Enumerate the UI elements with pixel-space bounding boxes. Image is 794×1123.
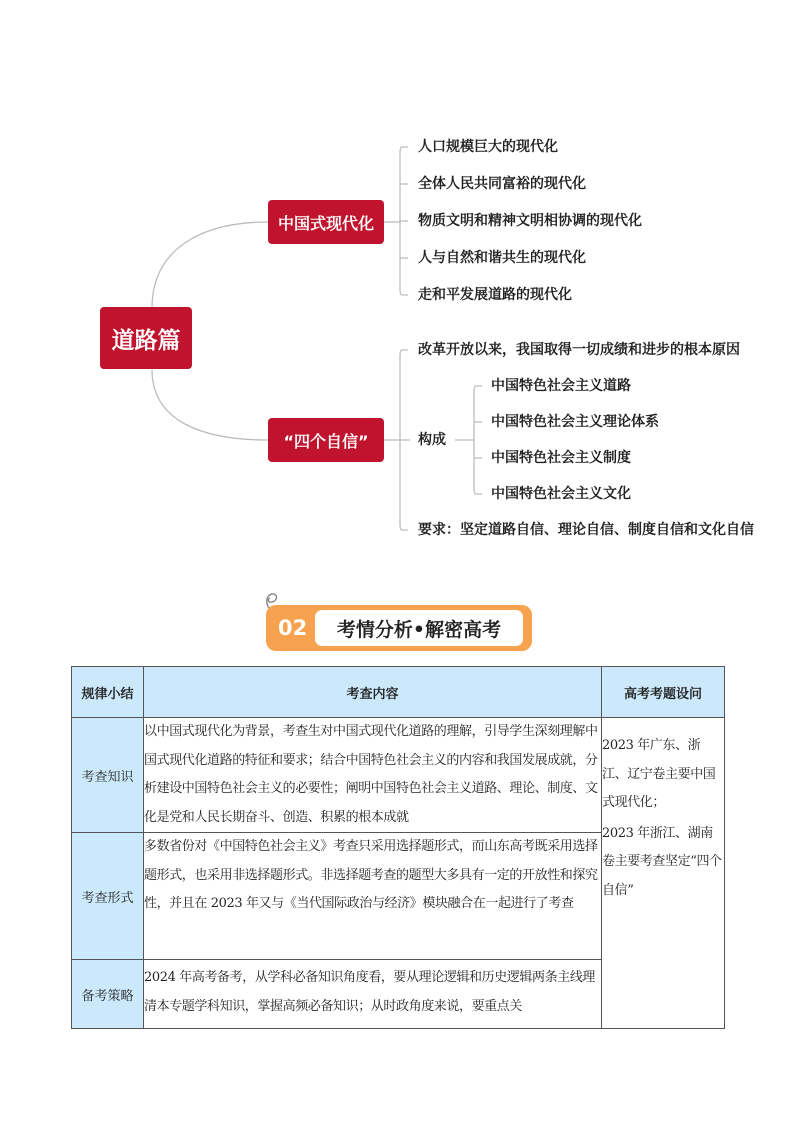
- row-label-strategy: 备考策略: [72, 960, 144, 1029]
- confidence-reason: 改革开放以来，我国取得一切成绩和进步的根本原因: [418, 342, 740, 358]
- row-content-strategy: [144, 960, 602, 1029]
- composition-item: 中国特色社会主义文化: [491, 486, 631, 502]
- modernization-item: 人与自然和谐共生的现代化: [418, 250, 586, 266]
- modernization-item: 走和平发展道路的现代化: [418, 287, 572, 303]
- table-header-questions: 高考考题设问: [602, 667, 725, 718]
- branch-modernization-node: 中国式现代化: [268, 200, 384, 244]
- section-banner: [266, 605, 532, 651]
- composition-item: 中国特色社会主义理论体系: [491, 414, 659, 430]
- exam-question-item: 2023 年广东、浙江、辽宁卷主要中国式现代化；: [602, 738, 716, 810]
- row-content-form: 多数省份对《中国特色社会主义》考查只采用选择题形式，而山东高考既采用选择题形式，也采用非选择题形式。非选择题考查的题型大多具有一定的开放性和探究性，并且在 2023 年又与《当代国际政治与经济》模块融合在一起进行了考查: [144, 833, 602, 960]
- modernization-item: 物质文明和精神文明相协调的现代化: [418, 213, 642, 229]
- strategy-text: 2024 年高考备考，从学科必备知识角度看，要从理论逻辑和历史逻辑两条主线理清本专题学科知识，掌握高频必备知识；从时政角度来说，要重点关: [144, 970, 596, 1014]
- section-title: 考情分析•解密高考: [315, 610, 523, 646]
- exam-questions-cell: [602, 718, 725, 1029]
- composition-item: 中国特色社会主义道路: [491, 378, 631, 394]
- modernization-item: 人口规模巨大的现代化: [418, 139, 558, 155]
- confidence-requirement: 要求：坚定道路自信、理论自信、制度自信和文化自信: [418, 522, 754, 538]
- composition-label: 构成: [418, 432, 446, 448]
- analysis-table: [71, 666, 725, 1029]
- row-content-knowledge: 以中国式现代化为背景，考查生对中国式现代化道路的理解，引导学生深刻理解中国式现代化道路的特征和要求；结合中国特色社会主义的内容和我国发展成就，分析建设中国特色社会主义的必要性；阐明中国特色社会主义道路、理论、制度、文化是党和人民长期奋斗、创造、积累的根本成就: [144, 718, 602, 833]
- composition-item: 中国特色社会主义制度: [491, 450, 631, 466]
- table-header-content: 考查内容: [144, 667, 602, 718]
- table-header-summary: 规律小结: [72, 667, 144, 718]
- modernization-item: 全体人民共同富裕的现代化: [418, 176, 586, 192]
- row-label-knowledge: 考查知识: [72, 718, 144, 833]
- root-node: 道路篇: [100, 307, 192, 369]
- section-number: 02: [278, 616, 308, 640]
- row-label-form: 考查形式: [72, 833, 144, 960]
- branch-four-confidences-node: “四个自信”: [268, 418, 384, 462]
- exam-question-item: 2023 年浙江、湖南卷主要考查坚定“四个自信”: [602, 825, 722, 898]
